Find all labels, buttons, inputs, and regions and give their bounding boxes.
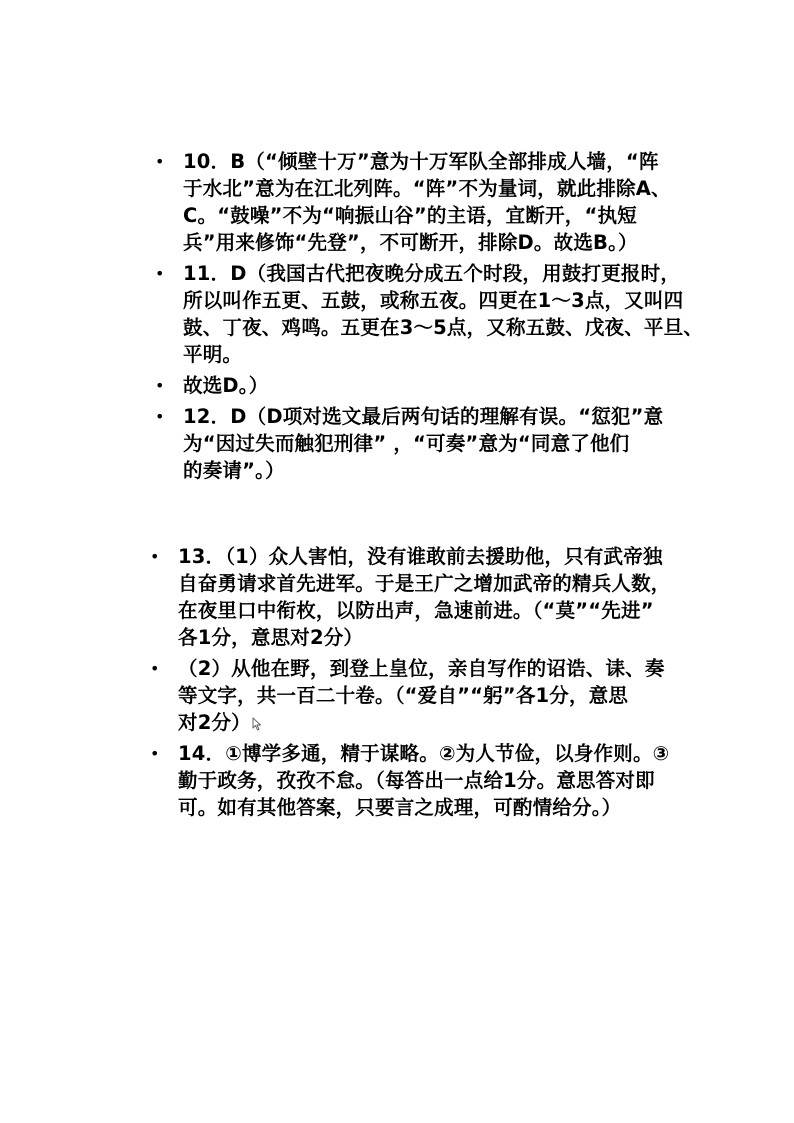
bullet-marker: • (155, 152, 165, 171)
answer-line: 故选D。） (183, 374, 269, 397)
answer-line: （2）从他在野，到登上皇位，亲自写作的诏诰、诔、奏 (178, 657, 665, 680)
answer-line: 10．B（“倾壁十万”意为十万军队全部排成人墙，“阵 (183, 150, 659, 173)
answer-line: 12．D（D项对选文最后两句话的理解有误。“愆犯”意 (183, 405, 664, 428)
answer-list-2 (150, 543, 750, 825)
bullet-marker: • (150, 547, 160, 566)
bullet-marker: • (155, 264, 165, 283)
answer-line: 在夜里口中衔枚，以防出声，急速前进。（“莫”“先进” (178, 599, 654, 622)
mouse-pointer-icon (252, 717, 262, 731)
answer-line: 为“因过失而触犯刑律” ，“可奏”意为“同意了他们 (183, 432, 630, 455)
answer-item-14 (150, 740, 750, 821)
answer-list-1 (155, 148, 755, 488)
answer-line: 等文字，共一百二十卷。（“爱自”“躬”各1分，意思 (178, 684, 629, 707)
answer-line: 的奏请”。） (183, 459, 285, 482)
answer-item-11-conclusion (155, 372, 755, 399)
answer-line: 鼓、丁夜、鸡鸣。五更在3～5点，又称五鼓、戊夜、平旦、 (183, 316, 704, 339)
answer-item-13-2 (150, 655, 750, 736)
answer-line: 勤于政务，孜孜不怠。（每答出一点给1分。意思答对即 (178, 769, 655, 792)
answer-line: 自奋勇请求首先进军。于是王广之增加武帝的精兵人数， (178, 572, 671, 595)
answer-line: 各1分，意思对2分） (178, 626, 364, 649)
answer-line: 平明。 (183, 343, 243, 366)
bullet-marker: • (150, 659, 160, 678)
answer-item-10 (155, 148, 755, 256)
answer-item-12 (155, 403, 755, 484)
answer-line: 可。如有其他答案，只要言之成理，可酌情给分。） (178, 796, 622, 819)
answer-line: 对2分） (178, 711, 251, 734)
answer-line: 于水北”意为在江北列阵。“阵”不为量词，就此排除A、 (183, 177, 671, 200)
answer-line: 13．（1）众人害怕，没有谁敢前去援助他，只有武帝独 (178, 545, 663, 568)
bullet-marker: • (155, 407, 165, 426)
answer-line: 兵”用来修饰“先登”，不可断开，排除D。故选B。） (183, 231, 638, 254)
bullet-marker: • (150, 744, 160, 763)
answer-item-11 (155, 260, 755, 368)
answer-line: 11．D（我国古代把夜晚分成五个时段，用鼓打更报时， (183, 262, 681, 285)
answer-line: 所以叫作五更、五鼓，或称五夜。四更在1～3点，又叫四 (183, 289, 684, 312)
bullet-marker: • (155, 376, 165, 395)
answer-item-13-1 (150, 543, 750, 651)
answer-line: 14．①博学多通，精于谋略。②为人节俭，以身作则。③ (178, 742, 670, 765)
answer-line: C。“鼓噪”不为“响振山谷”的主语，宜断开，“执短 (183, 204, 637, 227)
